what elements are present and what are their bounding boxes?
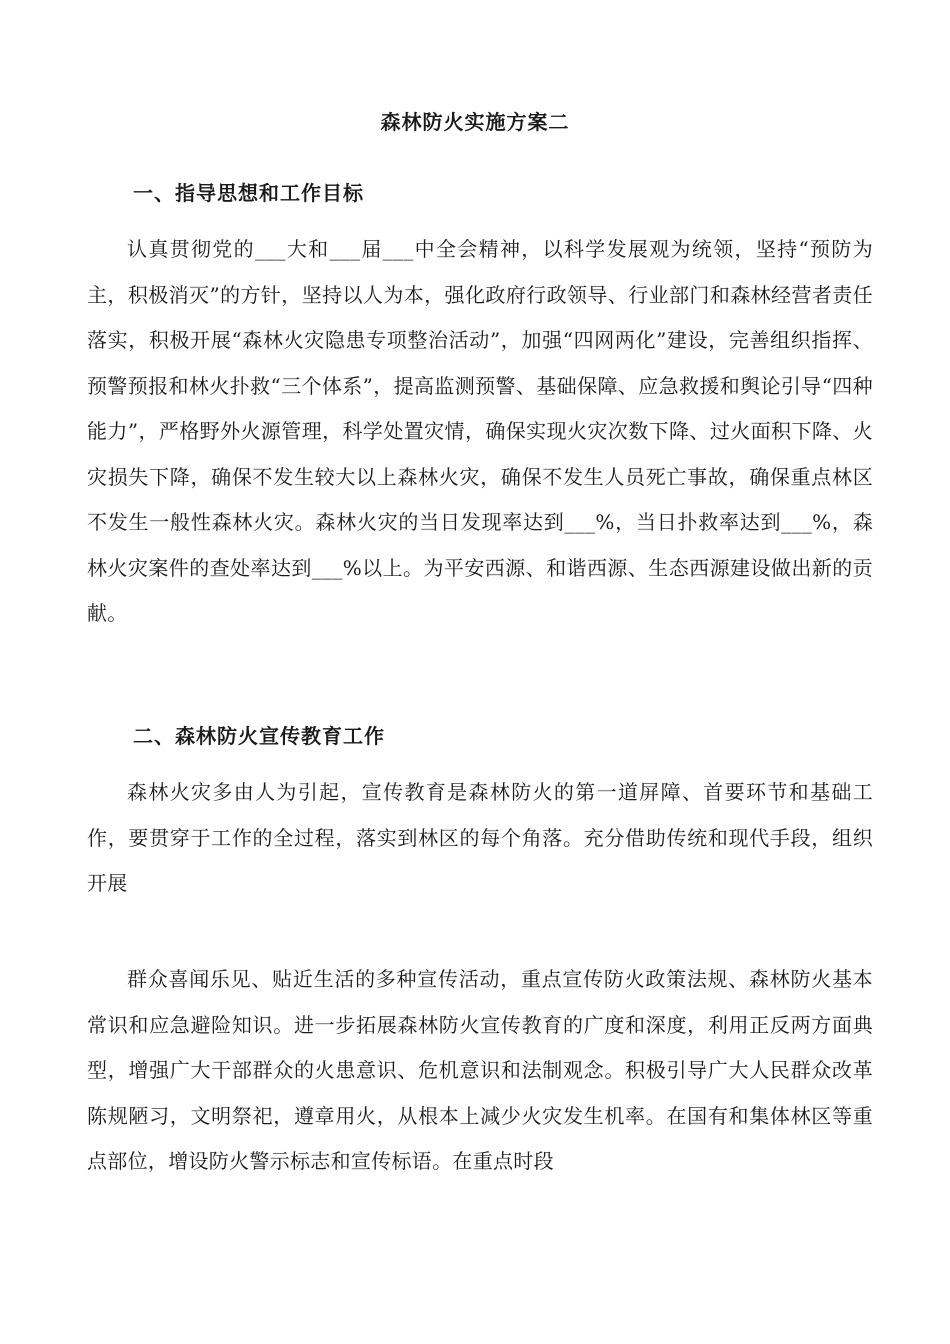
paragraph-publicity-intro: 森林火灾多由人为引起，宣传教育是森林防火的第一道屏障、首要环节和基础工作，要贯穿于工作的全过程，落实到林区的每个角落。充分借助传统和现代手段，组织开展: [87, 780, 873, 895]
section-heading-publicity-education: 二、森林防火宣传教育工作: [133, 724, 385, 748]
paragraph-publicity-activities: 群众喜闻乐见、贴近生活的多种宣传活动，重点宣传防火政策法规、森林防火基本常识和应急避险知识。进一步拓展森林防火宣传教育的广度和深度，利用正反两方面典型，增强广大干部群众的火患意识、危机意识和法制观念。积极引导广大人民群众改革陈规陋习，文明祭祀，遵章用火，从根本上减少火灾发生机率。在国有和集体林区等重点部位，增设防火警示标志和宣传标语。在重点时段: [87, 967, 873, 1173]
paragraph-guiding-thought: 认真贯彻党的___大和___届___中全会精神，以科学发展观为统领，坚持“预防为主，积极消灭”的方针，坚持以人为本，强化政府行政领导、行业部门和森林经营者责任落实，积极开展“森林火灾隐患专项整治活动”，加强“四网两化”建设，完善组织指挥、预警预报和林火扑救“三个体系”，提高监测预警、基础保障、应急救援和舆论引导“四种能力”，严格野外火源管理，科学处置灾情，确保实现火灾次数下降、过火面积下降、火灾损失下降，确保不发生较大以上森林火灾，确保不发生人员死亡事故，确保重点林区不发生一般性森林火灾。森林火灾的当日发现率达到___%，当日扑救率达到___%，森林火灾案件的查处率达到___%以上。为平安西源、和谐西源、生态西源建设做出新的贡献。: [87, 237, 873, 625]
section-heading-guiding-thought: 一、指导思想和工作目标: [133, 181, 364, 205]
document-title: 森林防火实施方案二: [380, 110, 570, 134]
